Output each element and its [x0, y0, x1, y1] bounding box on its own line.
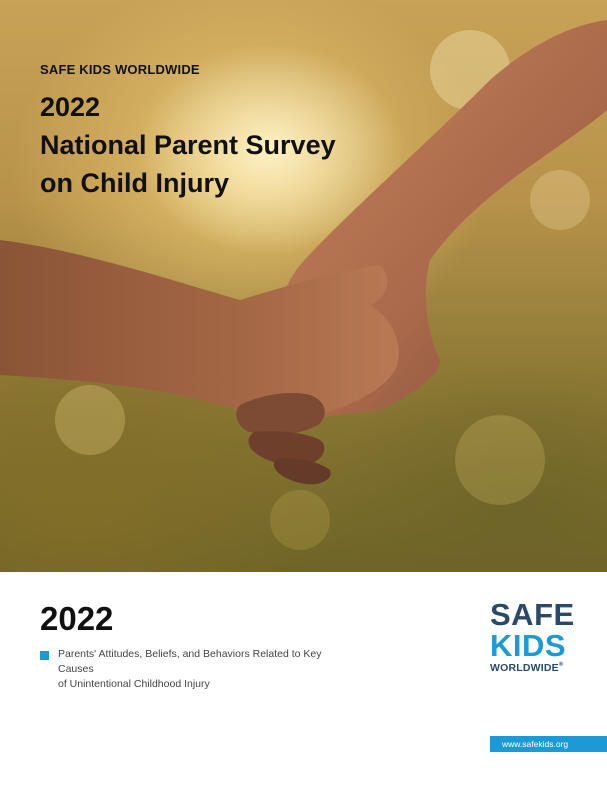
logo-line-safe: SAFE — [490, 597, 575, 632]
bullet-square-icon — [40, 651, 49, 660]
logo-line-worldwide — [490, 662, 580, 674]
org-label: SAFE KIDS WORLDWIDE — [40, 62, 200, 77]
cover-title-line: on Child Injury — [40, 168, 229, 198]
safe-kids-logo — [490, 597, 580, 680]
logo-worldwide-text: WORLDWIDE — [490, 662, 559, 674]
logo-line-kids: KIDS — [490, 628, 567, 663]
registered-mark: ® — [558, 662, 564, 668]
cover-title — [40, 88, 336, 202]
footer-subtitle-line: of Unintentional Childhood Injury — [58, 678, 210, 690]
footer-subtitle-line: Parents' Attitudes, Beliefs, and Behaviors Related to Key Causes — [58, 648, 322, 675]
website-url[interactable]: www.safekids.org — [490, 736, 607, 752]
footer-subtitle — [58, 647, 358, 692]
cover-title-line: National Parent Survey — [40, 130, 336, 160]
footer-year: 2022 — [40, 600, 114, 637]
cover-title-line: 2022 — [40, 92, 101, 122]
